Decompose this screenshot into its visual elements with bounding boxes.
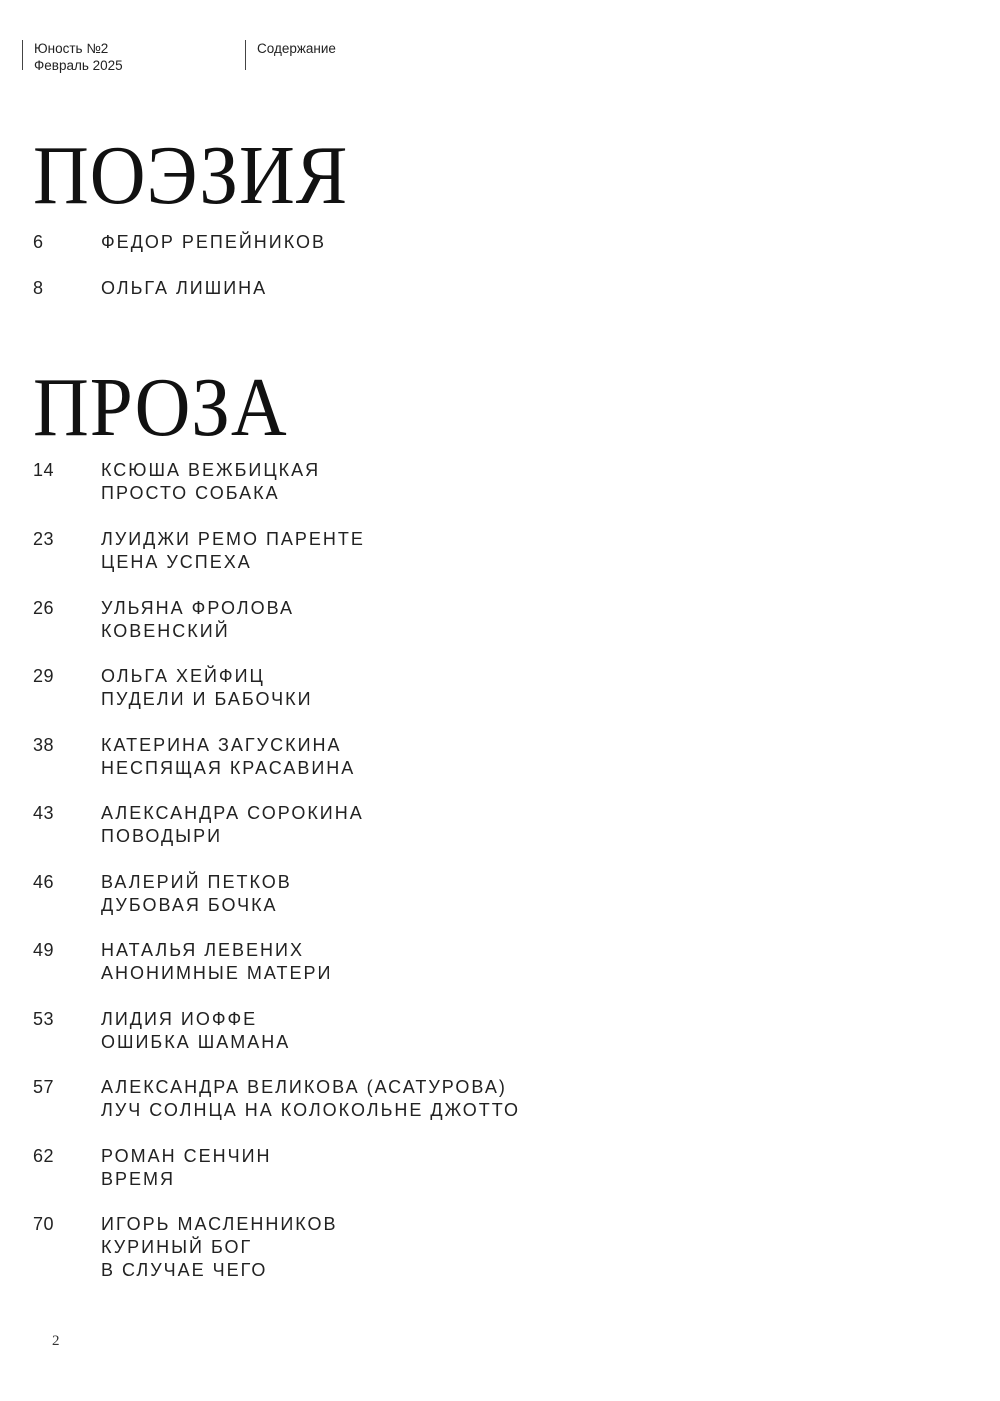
section-label: Содержание <box>257 41 336 56</box>
toc-entry-text <box>101 459 320 505</box>
toc-entry-text <box>101 665 313 711</box>
toc-work-title: ПРОСТО СОБАКА <box>101 483 280 503</box>
toc-work-title: ПУДЕЛИ И БАБОЧКИ <box>101 689 313 709</box>
toc-work-title: КОВЕНСКИЙ <box>101 621 230 641</box>
toc-author: РОМАН СЕНЧИН <box>101 1146 272 1166</box>
toc-author: КАТЕРИНА ЗАГУСКИНА <box>101 735 342 755</box>
toc-entry-text <box>101 871 292 917</box>
toc-entry-text <box>101 231 326 254</box>
toc-page-number: 23 <box>33 529 55 549</box>
section-title-prose: ПРОЗА <box>33 361 288 454</box>
toc-work-title: НЕСПЯЩАЯ КРАСАВИНА <box>101 758 356 778</box>
toc-author: УЛЬЯНА ФРОЛОВА <box>101 598 294 618</box>
toc-entry-text <box>101 1145 272 1191</box>
section-label-block <box>245 40 336 70</box>
toc-entry-text <box>101 939 332 985</box>
toc-work-title: ЛУЧ СОЛНЦА НА КОЛОКОЛЬНЕ ДЖОТТО <box>101 1100 520 1120</box>
toc-page-number: 46 <box>33 872 55 892</box>
toc-work-title: ДУБОВАЯ БОЧКА <box>101 895 278 915</box>
toc-work-title: ЦЕНА УСПЕХА <box>101 552 252 572</box>
toc-page-number: 57 <box>33 1077 55 1097</box>
toc-entry-text <box>101 277 267 300</box>
toc-author: АЛЕКСАНДРА СОРОКИНА <box>101 803 364 823</box>
toc-author: НАТАЛЬЯ ЛЕВЕНИХ <box>101 940 304 960</box>
toc-author: ВАЛЕРИЙ ПЕТКОВ <box>101 872 292 892</box>
toc-work-title: АНОНИМНЫЕ МАТЕРИ <box>101 963 333 983</box>
toc-page-number: 62 <box>33 1146 55 1166</box>
toc-entry-text <box>101 802 364 848</box>
page-number: 2 <box>52 1333 60 1349</box>
toc-entry-text <box>101 528 365 574</box>
toc-page-number: 6 <box>33 232 44 252</box>
toc-entry-text <box>101 734 355 780</box>
page-header <box>0 40 1000 80</box>
toc-author: ЛУИДЖИ РЕМО ПАРЕНТЕ <box>101 529 365 549</box>
toc-page-number: 43 <box>33 803 55 823</box>
toc-author: ФЕДОР РЕПЕЙНИКОВ <box>101 232 327 252</box>
toc-work-title: В СЛУЧАЕ ЧЕГО <box>101 1260 268 1280</box>
toc-page-number: 29 <box>33 666 55 686</box>
toc-author: АЛЕКСАНДРА ВЕЛИКОВА (АСАТУРОВА) <box>101 1077 507 1097</box>
issue-date: Февраль 2025 <box>34 58 123 73</box>
toc-author: ОЛЬГА ХЕЙФИЦ <box>101 666 265 686</box>
magazine-title: Юность №2 <box>34 41 109 56</box>
toc-entry-text <box>101 597 294 643</box>
toc-entry-text <box>101 1076 520 1122</box>
toc-author: ОЛЬГА ЛИШИНА <box>101 278 268 298</box>
toc-entry-text <box>101 1008 290 1054</box>
toc-page-number: 49 <box>33 940 55 960</box>
toc-page-number: 53 <box>33 1009 55 1029</box>
toc-work-title: ВРЕМЯ <box>101 1169 176 1189</box>
toc-work-title: ПОВОДЫРИ <box>101 826 223 846</box>
magazine-info <box>22 40 123 73</box>
toc-page-number: 26 <box>33 598 55 618</box>
toc-entry-text <box>101 1213 338 1282</box>
toc-work-title: ОШИБКА ШАМАНА <box>101 1032 291 1052</box>
toc-author: КСЮША ВЕЖБИЦКАЯ <box>101 460 321 480</box>
toc-work-title: КУРИНЫЙ БОГ <box>101 1237 253 1257</box>
toc-author: ЛИДИЯ ИОФФЕ <box>101 1009 258 1029</box>
toc-page-number: 70 <box>33 1214 55 1234</box>
toc-page-number: 38 <box>33 735 55 755</box>
toc-author: ИГОРЬ МАСЛЕННИКОВ <box>101 1214 338 1234</box>
toc-page-number: 8 <box>33 278 44 298</box>
section-title-poetry: ПОЭЗИЯ <box>33 129 349 222</box>
toc-page-number: 14 <box>33 460 55 480</box>
